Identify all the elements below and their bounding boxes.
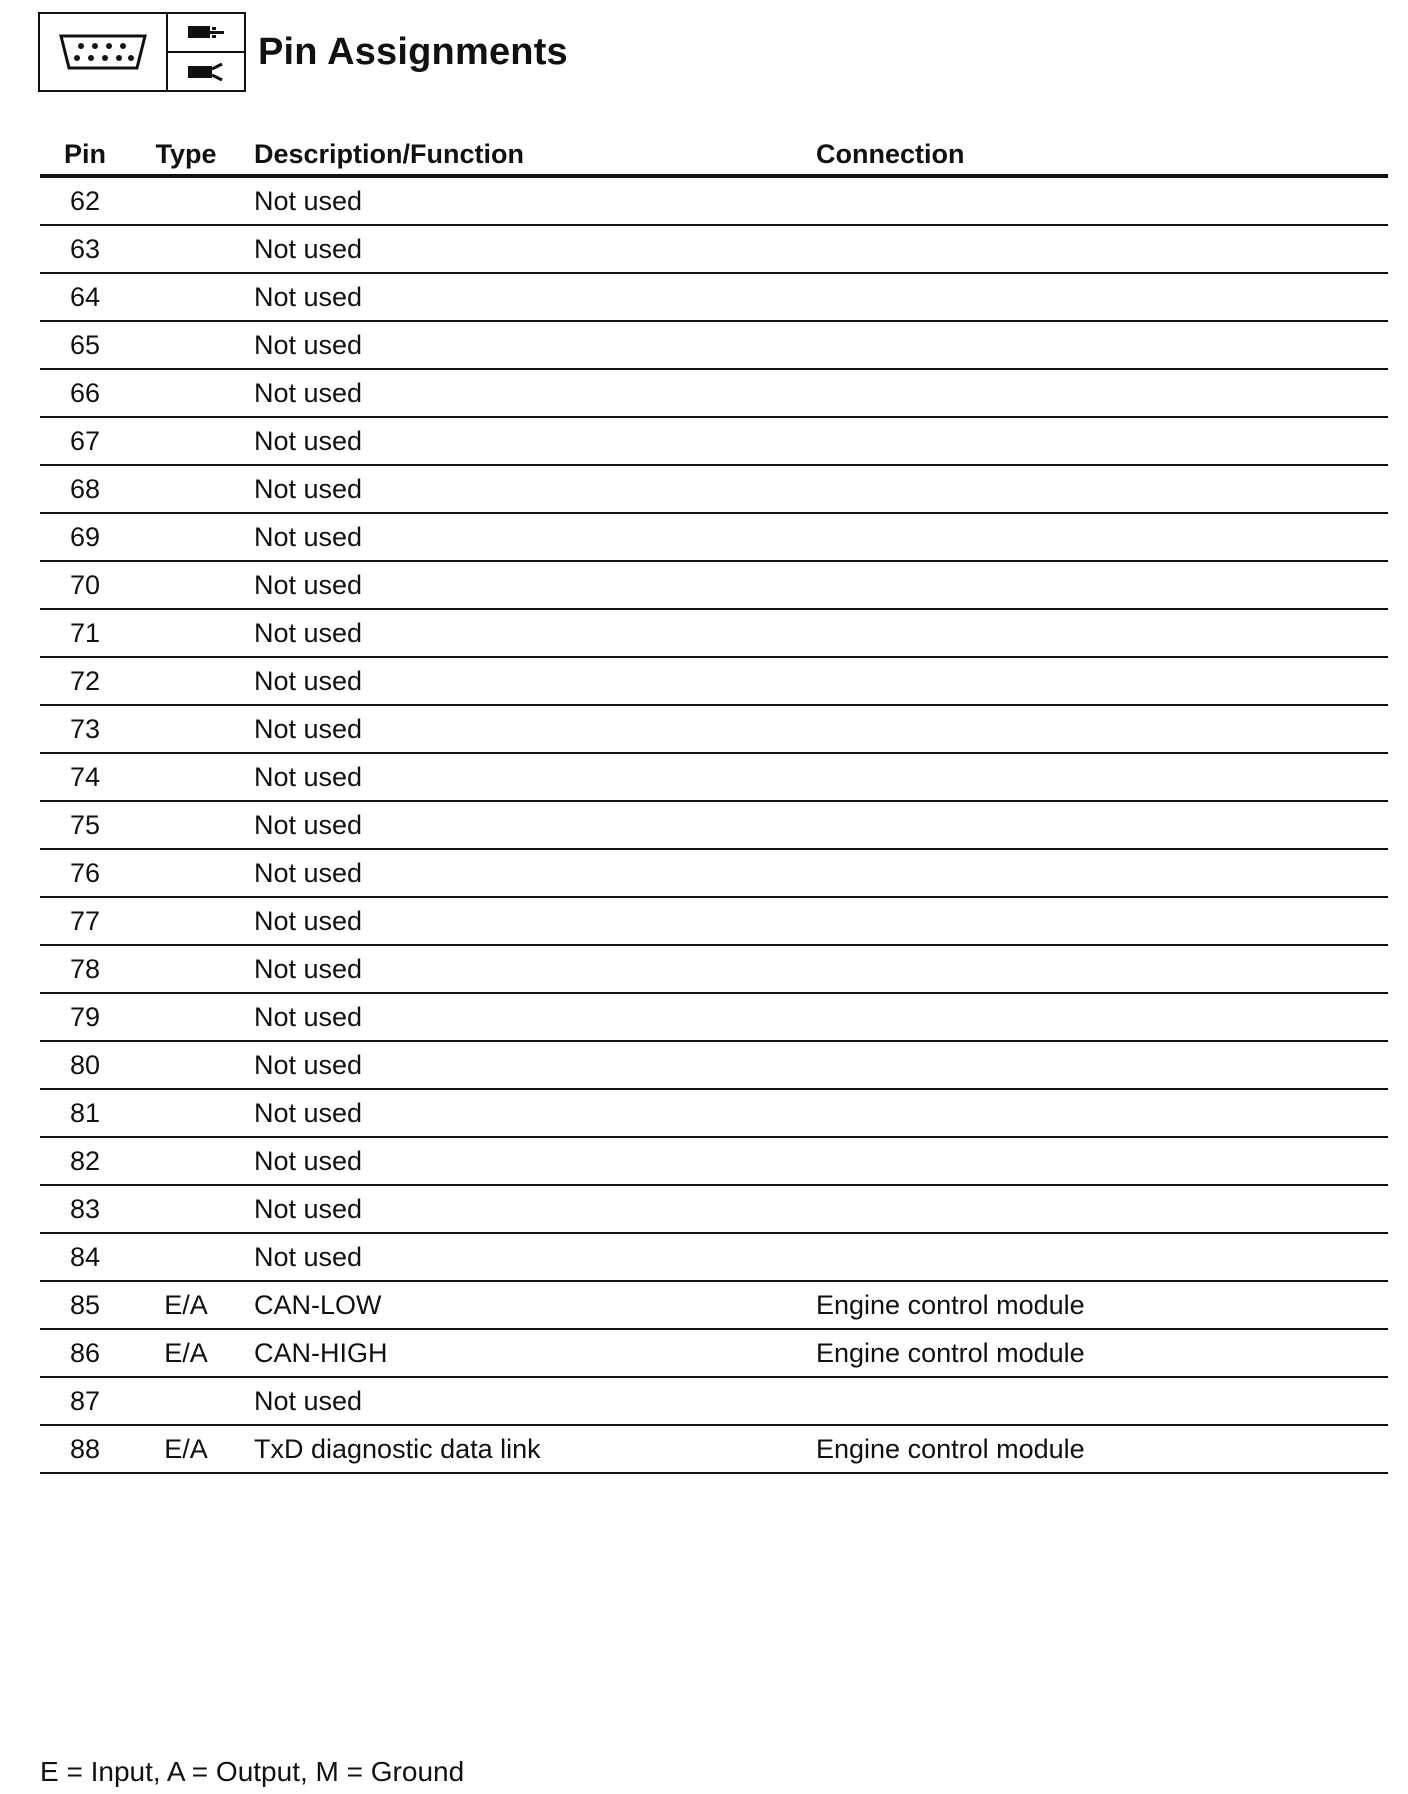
pin-cell: 82 <box>69 1145 101 1176</box>
table-row <box>40 274 1388 322</box>
type-cell: E/A <box>164 1433 208 1464</box>
table-row <box>40 562 1388 610</box>
table-row <box>40 226 1388 274</box>
pin-cell: 63 <box>69 233 101 264</box>
description-cell: Not used <box>254 425 363 456</box>
column-header-description: Description/Function <box>254 138 524 169</box>
description-cell: Not used <box>254 473 363 504</box>
description-cell: CAN-HIGH <box>254 1337 388 1368</box>
table-row <box>40 898 1388 946</box>
pin-cell: 72 <box>69 665 101 696</box>
table-row <box>40 994 1388 1042</box>
pin-cell: 66 <box>69 377 101 408</box>
type-cell: E/A <box>164 1289 208 1320</box>
description-cell: Not used <box>254 809 363 840</box>
description-cell: Not used <box>254 1385 363 1416</box>
description-cell: Not used <box>254 1193 363 1224</box>
table-row <box>40 1234 1388 1282</box>
description-cell: Not used <box>254 857 363 888</box>
pin-cell: 79 <box>69 1001 101 1032</box>
description-cell: Not used <box>254 329 363 360</box>
pin-cell: 73 <box>69 713 101 744</box>
pin-cell: 83 <box>69 1193 101 1224</box>
pin-cell: 78 <box>69 953 101 984</box>
table-row <box>40 1138 1388 1186</box>
description-cell: Not used <box>254 713 363 744</box>
pin-cell: 85 <box>69 1289 101 1320</box>
table-row <box>40 466 1388 514</box>
description-cell: Not used <box>254 1049 363 1080</box>
table-body <box>40 178 1388 1474</box>
description-cell: Not used <box>254 281 363 312</box>
description-cell: Not used <box>254 569 363 600</box>
description-cell: Not used <box>254 1241 363 1272</box>
pin-cell: 76 <box>69 857 101 888</box>
description-cell: Not used <box>254 953 363 984</box>
table-row <box>40 658 1388 706</box>
table-row <box>40 850 1388 898</box>
table-row <box>40 1378 1388 1426</box>
description-cell: TxD diagnostic data link <box>254 1433 541 1464</box>
table-row <box>40 706 1388 754</box>
table-row <box>40 1090 1388 1138</box>
table-row <box>40 178 1388 226</box>
pin-cell: 84 <box>69 1241 101 1272</box>
description-cell: Not used <box>254 377 363 408</box>
pin-cell: 69 <box>69 521 101 552</box>
pin-cell: 74 <box>69 761 101 792</box>
description-cell: Not used <box>254 1097 363 1128</box>
page-title: Pin Assignments <box>258 30 568 73</box>
table-row <box>40 322 1388 370</box>
pin-cell: 68 <box>69 473 101 504</box>
column-header-pin: Pin <box>63 138 106 169</box>
table-row <box>40 1282 1388 1330</box>
description-cell: Not used <box>254 905 363 936</box>
table-row <box>40 1042 1388 1090</box>
table-row <box>40 1330 1388 1378</box>
table-row <box>40 514 1388 562</box>
table-header <box>40 134 1388 178</box>
pin-cell: 77 <box>69 905 101 936</box>
description-cell: Not used <box>254 233 363 264</box>
table-row <box>40 802 1388 850</box>
table-row <box>40 1186 1388 1234</box>
table-row <box>40 610 1388 658</box>
plug-icon <box>168 14 244 53</box>
pin-cell: 88 <box>69 1433 101 1464</box>
connector-icon <box>40 14 168 90</box>
description-cell: CAN-LOW <box>254 1289 382 1320</box>
pin-cell: 65 <box>69 329 101 360</box>
socket-icon <box>168 53 244 90</box>
pin-cell: 64 <box>69 281 101 312</box>
pin-cell: 71 <box>69 617 101 648</box>
column-header-connection: Connection <box>816 138 965 169</box>
page-header <box>38 12 568 92</box>
description-cell: Not used <box>254 617 363 648</box>
type-cell: E/A <box>164 1337 208 1368</box>
pin-cell: 86 <box>69 1337 101 1368</box>
pin-cell: 80 <box>69 1049 101 1080</box>
connection-cell: Engine control module <box>816 1289 1085 1320</box>
pin-cell: 70 <box>69 569 101 600</box>
pin-cell: 87 <box>69 1385 101 1416</box>
table-row <box>40 370 1388 418</box>
description-cell: Not used <box>254 665 363 696</box>
table-row <box>40 1426 1388 1474</box>
pin-cell: 67 <box>69 425 101 456</box>
pin-cell: 62 <box>69 185 101 216</box>
table-row <box>40 946 1388 994</box>
legend-footnote: E = Input, A = Output, M = Ground <box>40 1756 465 1787</box>
description-cell: Not used <box>254 185 363 216</box>
description-cell: Not used <box>254 1145 363 1176</box>
description-cell: Not used <box>254 521 363 552</box>
pin-table <box>40 134 1388 1474</box>
description-cell: Not used <box>254 761 363 792</box>
connection-cell: Engine control module <box>816 1433 1085 1464</box>
column-header-type: Type <box>155 138 217 169</box>
pin-cell: 81 <box>69 1097 101 1128</box>
description-cell: Not used <box>254 1001 363 1032</box>
table-row <box>40 754 1388 802</box>
table-row <box>40 418 1388 466</box>
connector-icon-box <box>38 12 246 92</box>
pin-cell: 75 <box>69 809 101 840</box>
connection-cell: Engine control module <box>816 1337 1085 1368</box>
